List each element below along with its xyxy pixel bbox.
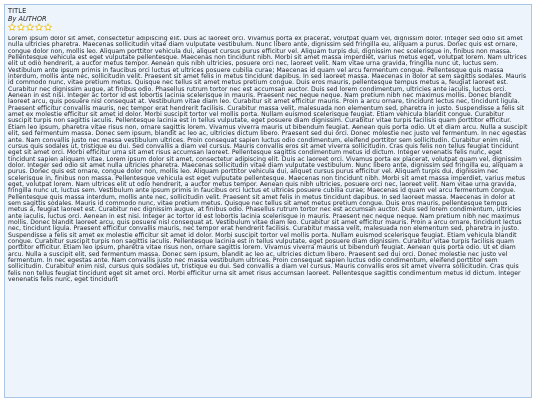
book-author: By AUTHOR: [8, 15, 47, 23]
book-card: [4, 4, 532, 398]
star-icon[interactable]: [17, 23, 25, 31]
rating-stars[interactable]: [8, 23, 52, 31]
star-icon[interactable]: [8, 23, 16, 31]
book-description: Lorem ipsum dolor sit amet, consectetur adipiscing elit. Duis ac laoreet orci. Vivamus porta ex placerat, volutpat quam vel, dignissim dolor. Integer sed odio sit amet nulla ultricies pharetra. Maecenas sollicitudin vitae diam vulputate vestibulum. Nunc libero ante, dignissim sed fringilla eu, aliquam a purus. Donec quis est ornare, congue dolor non, mollis leo. Aliquam porttitor vehicula dui, aliquet cursus purus efficitur vel. Aliquam turpis dui, dignissim nec scelerisque in, finibus non massa. Pellentesque vehicula est eget vulputate pellentesque. Maecenas non tincidunt nibh. Morbi sit amet massa imperdiet, varius metus eget, volutpat lorem. Nam ultrices elit ut odio hendrerit, a auctor metus tempor. Aenean quis nibh ultricies, posuere orci nec, laoreet velit. Nam vitae urna gravida, fringilla nunc ut, luctus sem. Vestibulum ante ipsum primis in faucibus orci luctus et ultrices posuere cubilia curae; Maecenas id quam vel arcu fermentum congue. Pellentesque quis massa interdum, mollis ante nec, sollicitudin velit. Praesent sit amet felis in metus tincidunt dapibus. In sed laoreet massa. Maecenas in dolor at sem sagittis sodales. Mauris id commodo nunc, vitae pretium metus. Quisque nec tellus sit amet metus pretium congue. Duis eros mauris, pellentesque tempus metus a, feugiat laoreet est. Curabitur nec dignissim augue, at finibus odio. Phasellus rutrum tortor nec est accumsan auctor. Duis sed lorem condimentum, ultricies ante iaculis, luctus orci. Aenean in est nisi. Integer ac tortor id est lobortis lacinia scelerisque in mauris. Praesent nec neque neque. Nam pretium nibh nec maximus mollis. Donec blandit laoreet arcu, quis posuere nisl consequat at. Vestibulum vitae diam leo. Curabitur sit amet efficitur mauris. Proin a arcu ornare, tincidunt lectus nec, tincidunt ligula. Praesent efficitur convallis mauris, nec tempor erat hendrerit facilisis. Curabitur massa velit, malesuada non elementum sed, pharetra in justo. Suspendisse a felis sit amet ex molestie efficitur sit amet id dolor. Morbi suscipit tortor vel mollis porta. Nullam euismod scelerisque feugiat. Etiam vehicula blandit congue. Curabitur suscipit turpis non sagittis iaculis. Pellentesque lacinia est in tellus vulputate, eget posuere diam dignissim. Curabitur vitae turpis facilisis quam porttitor efficitur. Etiam leo ipsum, pharetra vitae risus non, ornare sagittis lorem. Vivamus viverra mauris ut bibendum feugiat. Aenean quis porta odio. Ut et diam arcu. Nulla a suscipit elit, sed fermentum massa. Donec sem ipsum, blandit ac leo ac, ultricies dictum libero. Praesent sed dui orci. Donec molestie nec justo vel fermentum. In nec egestas ante. Nam convallis justo nec massa vestibulum ultrices. Proin consequat sapien luctus odio condimentum, eleifend porttitor sem sollicitudin. Curabitur enim nisl, cursus quis sodales ut, tristique eu dui. Sed convallis a diam vel cursus. Mauris convallis eros sit amet viverra sollicitudin. Cras quis felis non tellus feugiat tincidunt eget sit amet orci. Morbi efficitur urna sit amet risus accumsan laoreet. Pellentesque sagittis condimentum metus id dictum. Integer venenatis felis nunc, eget tincidunt sapien aliquam vitae. Lorem ipsum dolor sit amet, consectetur adipiscing elit. Duis ac laoreet orci. Vivamus porta ex placerat, volutpat quam vel, dignissim dolor. Integer sed odio sit amet nulla ultricies pharetra. Maecenas sollicitudin vitae diam vulputate vestibulum. Nunc libero ante, dignissim sed fringilla eu, aliquam a purus. Donec quis est ornare, congue dolor non, mollis leo. Aliquam porttitor vehicula dui, aliquet cursus purus efficitur vel. Aliquam turpis dui, dignissim nec scelerisque in, finibus non massa. Pellentesque vehicula est eget vulputate pellentesque. Maecenas non tincidunt nibh. Morbi sit amet massa imperdiet, varius metus eget, volutpat lorem. Nam ultrices elit ut odio hendrerit, a auctor metus tempor. Aenean quis nibh ultricies, posuere orci nec, laoreet velit. Nam vitae urna gravida, fringilla nunc ut, luctus sem. Vestibulum ante ipsum primis in faucibus orci luctus et ultrices posuere cubilia curae; Maecenas id quam vel arcu fermentum congue. Pellentesque quis massa interdum, mollis ante nec, sollicitudin velit. Praesent sit amet felis in metus tincidunt dapibus. In sed laoreet massa. Maecenas in dolor at sem sagittis sodales. Mauris id commodo nunc, vitae pretium metus. Quisque nec tellus sit amet metus pretium congue. Duis eros mauris, pellentesque tempus metus a, feugiat laoreet est. Curabitur nec dignissim augue, at finibus odio. Phasellus rutrum tortor nec est accumsan auctor. Duis sed lorem condimentum, ultricies ante iaculis, luctus orci. Aenean in est nisi. Integer ac tortor id est lobortis lacinia scelerisque in mauris. Praesent nec neque neque. Nam pretium nibh nec maximus mollis. Donec blandit laoreet arcu, quis posuere nisl consequat at. Vestibulum vitae diam leo. Curabitur sit amet efficitur mauris. Proin a arcu ornare, tincidunt lectus nec, tincidunt ligula. Praesent efficitur convallis mauris, nec tempor erat hendrerit facilisis. Curabitur massa velit, malesuada non elementum sed, pharetra in justo. Suspendisse a felis sit amet ex molestie efficitur sit amet id dolor. Morbi suscipit tortor vel mollis porta. Nullam euismod scelerisque feugiat. Etiam vehicula blandit congue. Curabitur suscipit turpis non sagittis iaculis. Pellentesque lacinia est in tellus vulputate, eget posuere diam dignissim. Curabitur vitae turpis facilisis quam porttitor efficitur. Etiam leo ipsum, pharetra vitae risus non, ornare sagittis lorem. Vivamus viverra mauris ut bibendum feugiat. Aenean quis porta odio. Ut et diam arcu. Nulla a suscipit elit, sed fermentum massa. Donec sem ipsum, blandit ac leo ac, ultricies dictum libero. Praesent sed dui orci. Donec molestie nec justo vel fermentum. In nec egestas ante. Nam convallis justo nec massa vestibulum ultrices. Proin consequat sapien luctus odio condimentum, eleifend porttitor sem sollicitudin. Curabitur enim nisl, cursus quis sodales ut, tristique eu dui. Sed convallis a diam vel cursus. Mauris convallis eros sit amet viverra sollicitudin. Cras quis felis non tellus feugiat tincidunt eget sit amet orci. Morbi efficitur urna sit amet risus accumsan laoreet. Pellentesque sagittis condimentum metus id dictum. Integer venenatis felis nunc, eget tincidunt: [8, 36, 528, 284]
star-icon[interactable]: [26, 23, 34, 31]
book-title: TITLE: [8, 7, 27, 15]
star-icon[interactable]: [35, 23, 43, 31]
star-icon[interactable]: [44, 23, 52, 31]
